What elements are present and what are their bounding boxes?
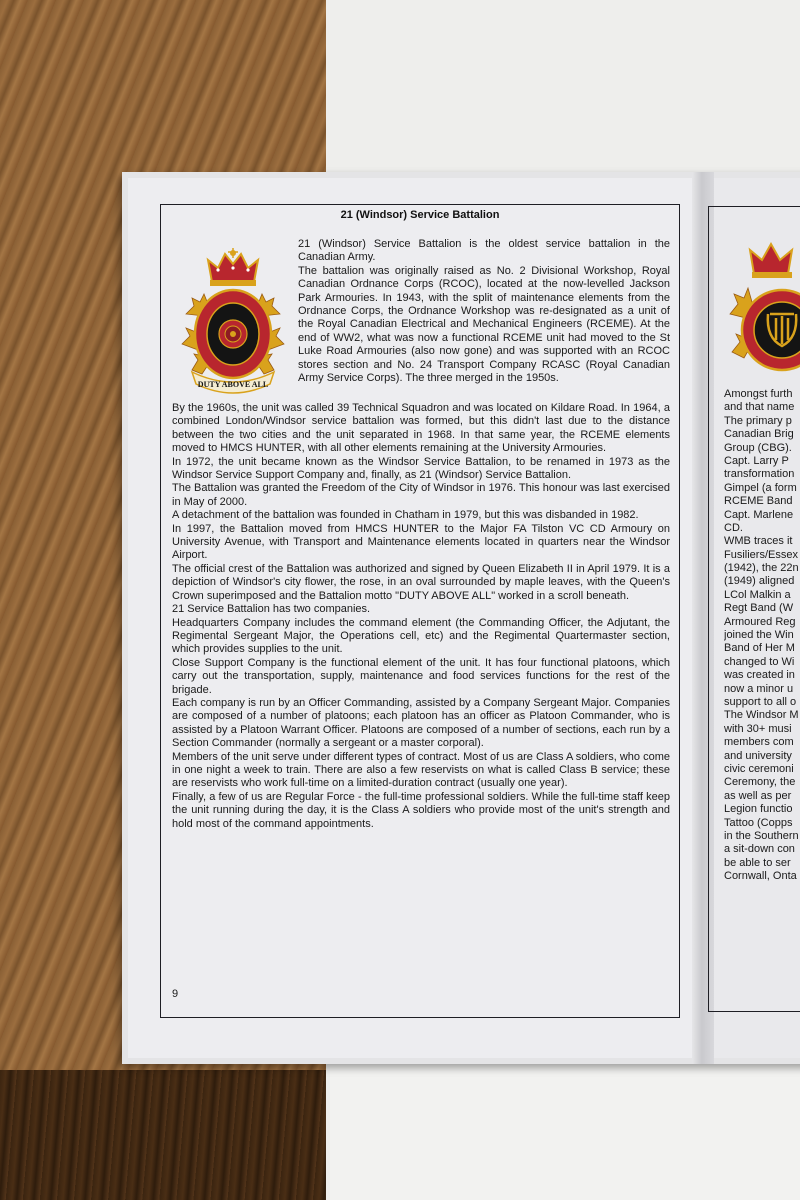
body-paragraph: 21 Service Battalion has two companies. xyxy=(172,603,371,616)
body-paragraph: In 1972, the unit became known as the Windsor Service Battalion, to be renamed in 1973 as the Windsor Service Support Company and, finally, as 21 (Windsor) Service Battalion. xyxy=(172,455,670,482)
right-page-line: was created in xyxy=(724,669,795,682)
body-paragraph: Each company is run by an Officer Commanding, assisted by a Company Sergeant Major. Companies are composed of a number of platoons; each platoon has an officer as Platoon Commander, who is assisted by a Platoon Warrant Officer. Platoons are composed of a number of sections, each run by a Section Commander (normally a sergeant or a master corporal). xyxy=(172,696,670,750)
right-page-line: Gimpel (a form xyxy=(724,481,797,494)
body-paragraph: Finally, a few of us are Regular Force - the full-time professional soldiers. While the full-time staff keep the unit running during the day, it is the Class A soldiers who provide most of the unit's strength and hold most of the command appointments. xyxy=(172,790,670,830)
right-page-line: The Windsor M xyxy=(724,709,799,722)
body-paragraph: By the 1960s, the unit was called 39 Technical Squadron and was located on Kildare Road. In 1964, a combined London/Windsor service battalion was formed, but this didn't last due to the distance between the two cities and the unit separated in 1968. In that same year, the RCEME elements moved to HMCS HUNTER, with all other elements remaining at the University Armouries. xyxy=(172,402,670,455)
crown-icon xyxy=(750,244,792,278)
right-page-line: Capt. Larry P xyxy=(724,454,789,467)
page-number: 9 xyxy=(172,988,179,1000)
body-paragraph: Members of the unit serve under different types of contract. Most of us are Class A soldiers, who come in one night a week to train. There are also a few reservists on what is called Class B service; these are reservists who work full-time on a limited-duration contract (usually one year). xyxy=(172,750,670,790)
right-page-line: and that name xyxy=(724,401,795,414)
right-page-line: as well as per xyxy=(724,789,792,802)
right-page-line: (1942), the 22n xyxy=(724,562,799,575)
queens-crown-icon xyxy=(208,248,258,286)
body-text xyxy=(172,402,670,831)
right-page-line: Tattoo (Copps xyxy=(724,816,793,829)
background-paper-lower xyxy=(330,1062,800,1200)
right-page-line: civic ceremoni xyxy=(724,762,794,775)
right-page-line: changed to Wi xyxy=(724,655,795,668)
intro-paragraph: The battalion was originally raised as No. 2 Divisional Workshop, Royal Canadian Ordnance Corps (RCOC), located at the now-levelled Jackson Park Armouries. In 1943, with the split of maintenance elements from the Ordnance Corps, the Ordnance Workshop was re-designated as a unit of the Royal Canadian Electrical and Mechanical Engineers (RCEME). At the end of WW2, what was now a functional RCEME unit had moved to the St Luke Road Armouries (also now gone) and was supported with an RCOC stores section and No. 24 Transport Company RCASC (Royal Canadian Army Service Corps). The three merged in the 1950s. xyxy=(298,264,670,385)
right-page-line: Capt. Marlene xyxy=(724,508,794,521)
right-page-line: Ceremony, the xyxy=(724,776,796,789)
right-page-line: Canadian Brig xyxy=(724,428,794,441)
right-page-line: and university xyxy=(724,749,792,762)
right-page-line: CD. xyxy=(724,521,743,534)
dark-wood-strip xyxy=(0,1070,330,1200)
right-page-line: Cornwall, Onta xyxy=(724,870,797,883)
right-page-line: Legion functio xyxy=(724,803,793,816)
right-page-line: now a minor u xyxy=(724,682,794,695)
right-page-line: Armoured Reg xyxy=(724,615,796,628)
right-page-line: Band of Her M xyxy=(724,642,795,655)
right-page-line: LCol Malkin a xyxy=(724,588,791,601)
right-page-line: The primary p xyxy=(724,414,792,427)
right-page-line: (1949) aligned xyxy=(724,575,795,588)
right-page-line: Group (CBG). xyxy=(724,441,792,454)
intro-paragraph: 21 (Windsor) Service Battalion is the oldest service battalion in the Canadian Army. xyxy=(298,238,670,264)
right-page-line: Amongst furth xyxy=(724,388,793,400)
intro-text xyxy=(298,238,670,385)
right-page-line: with 30+ musi xyxy=(724,722,792,735)
body-paragraph: In 1997, the Battalion moved from HMCS HUNTER to the Major FA Tilston VC CD Armoury on University Avenue, with Transport and Maintenance elements located in quarters near the Windsor Airport. xyxy=(172,522,670,562)
crest-motto: DUTY ABOVE ALL xyxy=(197,380,269,389)
right-page-line: in the Southern xyxy=(724,829,799,842)
right-page-line: RCEME Band xyxy=(724,495,793,508)
page-title: 21 (Windsor) Service Battalion xyxy=(340,209,500,221)
right-page-line: WMB traces it xyxy=(724,535,793,548)
band-crest-icon xyxy=(726,234,800,394)
right-page-line: joined the Win xyxy=(724,629,794,642)
right-page-line: members com xyxy=(724,736,794,749)
right-page-line: transformation xyxy=(724,468,795,481)
body-paragraph: The official crest of the Battalion was authorized and signed by Queen Elizabeth II in April 1979. It is a depiction of Windsor's city flower, the rose, in an oval surrounded by maple leaves, with the Queen's Crown superimposed and the Battalion motto "DUTY ABOVE ALL" worked in a scroll beneath. xyxy=(172,562,670,602)
right-page-line: Fusiliers/Essex xyxy=(724,548,798,561)
right-page-line: a sit-down con xyxy=(724,843,795,856)
battalion-crest-icon xyxy=(178,246,288,396)
right-page-line: Regt Band (W xyxy=(724,602,794,615)
rose-icon xyxy=(219,320,247,348)
body-paragraph: Close Support Company is the functional element of the unit. It has four functional platoons, which carry out the transportation, supply, maintenance and food services functions for the rest of the brigade. xyxy=(172,656,670,696)
body-paragraph: The Battalion was granted the Freedom of the City of Windsor in 1976. This honour was last exercised in May of 2000. xyxy=(172,482,670,508)
right-page-text xyxy=(724,388,800,883)
right-page-line: support to all o xyxy=(724,695,797,708)
right-page-line: be able to ser xyxy=(724,856,791,869)
body-paragraph: Headquarters Company includes the command element (the Commanding Officer, the Adjutant, the Regimental Sergeant Major, the Operations cell, etc) and the Regimental Quartermaster section, which provides supplies to the unit. xyxy=(172,616,670,656)
body-paragraph: A detachment of the battalion was founded in Chatham in 1979, but this was disbanded in 1982. xyxy=(172,509,639,522)
